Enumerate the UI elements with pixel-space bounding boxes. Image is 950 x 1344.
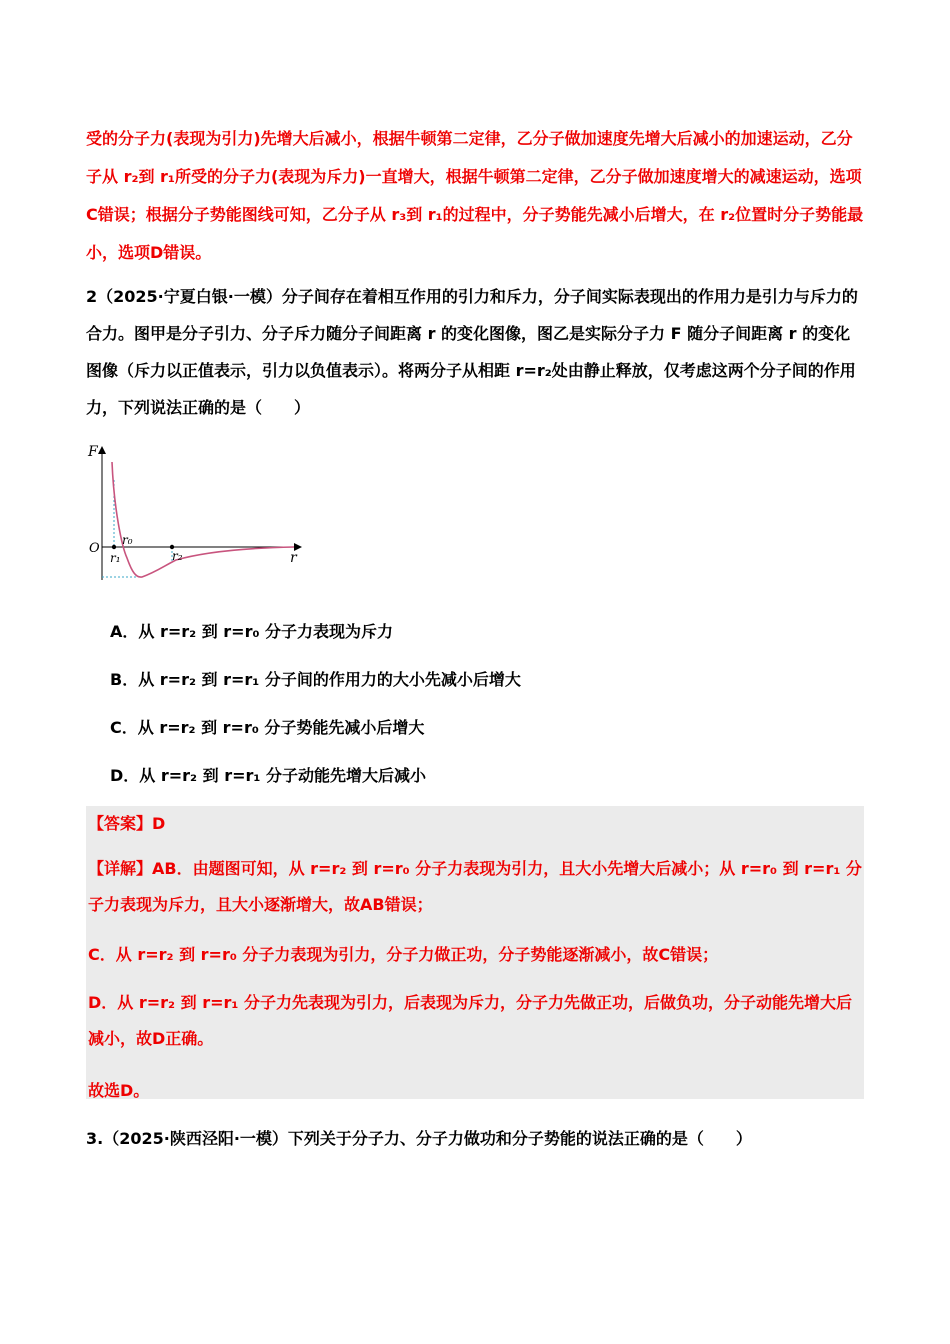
force-curve — [112, 462, 294, 577]
question-2-stem: 2（2025·宁夏白银·一模）分子间存在着相互作用的引力和斥力，分子间实际表现出的作用力是引力与斥力的合力。图甲是分子引力、分子斥力随分子间距离 r 的变化图像，图乙是实际分子力 F 随分子间距离 r 的变化图像（斥力以正值表示，引力以负值表示）。将两分子从相距 r=r₂处由静止释放，仅考虑这两个分子间的作用力，下列说法正确的是（ ） — [86, 287, 858, 417]
question-3-stem: 3.（2025·陕西泾阳·一模）下列关于分子力、分子力做功和分子势能的说法正确的是（ ） — [86, 1129, 752, 1148]
option-d: D．从 r=r₂ 到 r=r₁ 分子动能先增大后减小 — [110, 766, 426, 785]
answer-conclusion: 故选D。 — [88, 1081, 150, 1100]
answer-detail-d: D．从 r=r₂ 到 r=r₁ 分子力先表现为引力，后表现为斥力，分子力先做正功，后做负功，分子动能先增大后减小，故D正确。 — [88, 993, 852, 1048]
intro-explanation: 受的分子力(表现为引力)先增大后减小，根据牛顿第二定律，乙分子做加速度先增大后减小的加速运动，乙分子从 r₂到 r₁所受的分子力(表现为斥力)一直增大，根据牛顿第二定律，乙分子做加速度增大的减速运动，选项C错误；根据分子势能图线可知，乙分子从 r₃到 r₁的过程中，分子势能先减小后增大，在 r₂位置时分子势能最小，选项D错误。 — [86, 129, 864, 262]
force-distance-graph — [84, 440, 314, 590]
r1-point — [112, 545, 116, 549]
option-b: B．从 r=r₂ 到 r=r₁ 分子间的作用力的大小先减小后增大 — [110, 670, 521, 689]
option-c: C．从 r=r₂ 到 r=r₀ 分子势能先减小后增大 — [110, 718, 425, 737]
origin-label: O — [89, 541, 100, 556]
r1-label: r₁ — [110, 551, 121, 565]
r2-label: r₂ — [172, 549, 183, 563]
option-a: A．从 r=r₂ 到 r=r₀ 分子力表现为斥力 — [110, 622, 394, 641]
answer-detail-ab: 【详解】AB．由题图可知，从 r=r₂ 到 r=r₀ 分子力表现为引力，且大小先增大后减小；从 r=r₀ 到 r=r₁ 分子力表现为斥力，且大小逐渐增大，故AB错误； — [88, 859, 862, 914]
answer-detail-c: C．从 r=r₂ 到 r=r₀ 分子力表现为引力，分子力做正功，分子势能逐渐减小，故C错误； — [88, 945, 719, 964]
answer-label: 【答案】D — [88, 814, 166, 833]
r0-label: r₀ — [122, 533, 133, 547]
x-axis-label: r — [290, 550, 297, 566]
y-axis-label: F — [88, 444, 98, 460]
